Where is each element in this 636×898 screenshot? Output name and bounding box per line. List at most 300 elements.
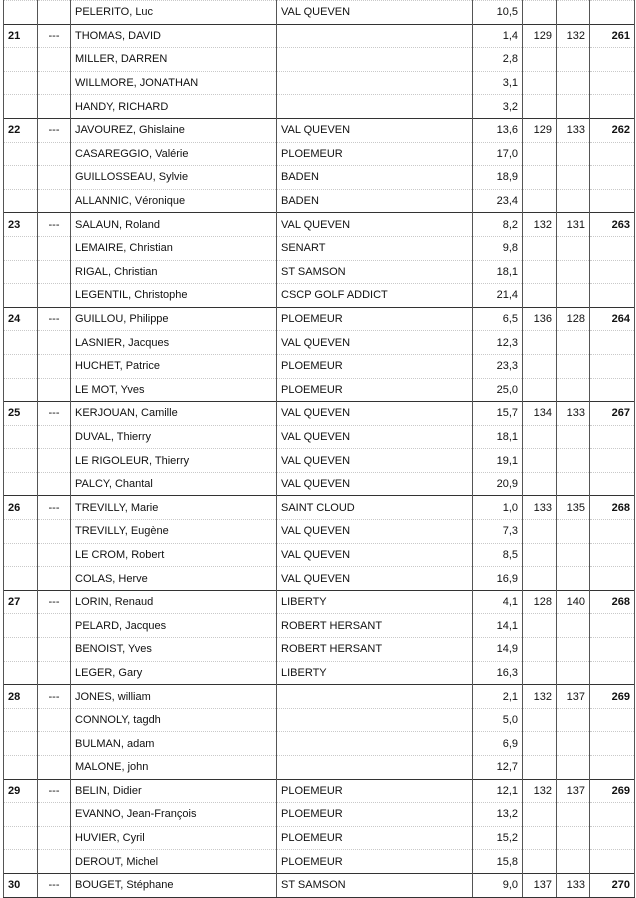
handicap-index-cell: 13,2 [473,803,523,827]
round2-score-cell [557,661,590,685]
player-name-cell: LASNIER, Jacques [71,331,277,355]
status-cell [38,567,71,591]
round1-score-cell [523,95,557,119]
round1-score-cell [523,567,557,591]
rank-cell [4,166,38,190]
table-row [4,638,635,662]
total-score-cell [590,189,635,213]
round2-score-cell [557,331,590,355]
round2-score-cell [557,756,590,780]
total-score-cell: 262 [590,118,635,142]
club-cell: PLOEMEUR [277,826,473,850]
rank-cell [4,236,38,260]
rank-cell [4,826,38,850]
round1-score-cell: 132 [523,685,557,709]
rank-cell [4,449,38,473]
club-cell: PLOEMEUR [277,354,473,378]
club-cell: LIBERTY [277,590,473,614]
total-score-cell: 269 [590,779,635,803]
player-name-cell: TREVILLY, Eugène [71,520,277,544]
table-row [4,142,635,166]
status-cell [38,708,71,732]
round1-score-cell [523,48,557,72]
handicap-index-cell: 23,4 [473,189,523,213]
player-name-cell: ALLANNIC, Véronique [71,189,277,213]
status-cell [38,732,71,756]
table-row [4,425,635,449]
player-name-cell: THOMAS, DAVID [71,24,277,48]
club-cell: VAL QUEVEN [277,472,473,496]
club-cell: VAL QUEVEN [277,543,473,567]
table-row [4,307,635,331]
club-cell: VAL QUEVEN [277,118,473,142]
round2-score-cell [557,71,590,95]
handicap-index-cell: 14,9 [473,638,523,662]
table-row [4,449,635,473]
player-name-cell: CONNOLY, tagdh [71,708,277,732]
status-cell: --- [38,590,71,614]
club-cell: PLOEMEUR [277,850,473,874]
status-cell [38,142,71,166]
round2-score-cell [557,520,590,544]
handicap-index-cell: 10,5 [473,1,523,25]
table-row [4,260,635,284]
round1-score-cell [523,236,557,260]
round2-score-cell: 133 [557,118,590,142]
club-cell: ST SAMSON [277,873,473,897]
status-cell [38,472,71,496]
round2-score-cell [557,567,590,591]
total-score-cell: 269 [590,685,635,709]
round1-score-cell [523,1,557,25]
round1-score-cell [523,331,557,355]
total-score-cell: 270 [590,873,635,897]
round1-score-cell [523,425,557,449]
total-score-cell [590,331,635,355]
rank-cell: 21 [4,24,38,48]
handicap-index-cell: 12,7 [473,756,523,780]
club-cell: ROBERT HERSANT [277,614,473,638]
player-name-cell: BELIN, Didier [71,779,277,803]
player-name-cell: HUCHET, Patrice [71,354,277,378]
status-cell [38,236,71,260]
round1-score-cell [523,543,557,567]
status-cell [38,331,71,355]
player-name-cell: WILLMORE, JONATHAN [71,71,277,95]
status-cell [38,756,71,780]
round2-score-cell [557,826,590,850]
round1-score-cell [523,732,557,756]
handicap-index-cell: 20,9 [473,472,523,496]
table-row [4,685,635,709]
total-score-cell [590,826,635,850]
rank-cell [4,543,38,567]
status-cell [38,638,71,662]
player-name-cell: GUILLOU, Philippe [71,307,277,331]
player-name-cell: KERJOUAN, Camille [71,402,277,426]
table-row [4,520,635,544]
status-cell: --- [38,873,71,897]
total-score-cell [590,48,635,72]
total-score-cell [590,354,635,378]
status-cell: --- [38,24,71,48]
status-cell [38,614,71,638]
table-row [4,779,635,803]
handicap-index-cell: 8,2 [473,213,523,237]
total-score-cell [590,472,635,496]
round2-score-cell: 128 [557,307,590,331]
club-cell [277,48,473,72]
round1-score-cell [523,71,557,95]
club-cell [277,95,473,119]
rank-cell [4,354,38,378]
handicap-index-cell: 1,4 [473,24,523,48]
round2-score-cell: 137 [557,779,590,803]
total-score-cell [590,142,635,166]
player-name-cell: TREVILLY, Marie [71,496,277,520]
player-name-cell: BULMAN, adam [71,732,277,756]
table-row [4,118,635,142]
total-score-cell [590,284,635,308]
round2-score-cell [557,614,590,638]
total-score-cell [590,543,635,567]
status-cell: --- [38,307,71,331]
club-cell [277,71,473,95]
handicap-index-cell: 9,0 [473,873,523,897]
table-row [4,732,635,756]
club-cell: ST SAMSON [277,260,473,284]
round1-score-cell [523,472,557,496]
round1-score-cell: 136 [523,307,557,331]
status-cell [38,378,71,402]
player-name-cell: LORIN, Renaud [71,590,277,614]
player-name-cell: LE RIGOLEUR, Thierry [71,449,277,473]
player-name-cell: JAVOUREZ, Ghislaine [71,118,277,142]
club-cell: PLOEMEUR [277,378,473,402]
rank-cell [4,803,38,827]
club-cell: VAL QUEVEN [277,425,473,449]
handicap-index-cell: 3,2 [473,95,523,119]
rank-cell [4,1,38,25]
club-cell: SAINT CLOUD [277,496,473,520]
rank-cell [4,189,38,213]
table-row [4,873,635,897]
round1-score-cell [523,826,557,850]
round2-score-cell [557,638,590,662]
table-row [4,213,635,237]
table-row [4,378,635,402]
status-cell [38,826,71,850]
player-name-cell: COLAS, Herve [71,567,277,591]
status-cell [38,71,71,95]
round1-score-cell: 128 [523,590,557,614]
handicap-index-cell: 18,1 [473,260,523,284]
round1-score-cell [523,614,557,638]
table-row [4,661,635,685]
status-cell [38,520,71,544]
status-cell [38,661,71,685]
handicap-index-cell: 6,9 [473,732,523,756]
round1-score-cell: 129 [523,118,557,142]
table-row [4,71,635,95]
rank-cell [4,95,38,119]
round1-score-cell [523,354,557,378]
rank-cell: 23 [4,213,38,237]
table-row [4,543,635,567]
handicap-index-cell: 13,6 [473,118,523,142]
rank-cell: 22 [4,118,38,142]
table-row [4,614,635,638]
table-row [4,24,635,48]
round2-score-cell [557,166,590,190]
total-score-cell [590,425,635,449]
rank-cell [4,732,38,756]
club-cell [277,756,473,780]
table-row [4,284,635,308]
club-cell: LIBERTY [277,661,473,685]
round2-score-cell: 137 [557,685,590,709]
round1-score-cell [523,520,557,544]
rank-cell: 30 [4,873,38,897]
round2-score-cell [557,236,590,260]
handicap-index-cell: 5,0 [473,708,523,732]
rank-cell [4,260,38,284]
total-score-cell [590,756,635,780]
rank-cell: 28 [4,685,38,709]
rank-cell [4,48,38,72]
status-cell [38,189,71,213]
status-cell [38,354,71,378]
handicap-index-cell: 12,1 [473,779,523,803]
club-cell: SENART [277,236,473,260]
status-cell [38,260,71,284]
total-score-cell: 261 [590,24,635,48]
table-row [4,472,635,496]
player-name-cell: BENOIST, Yves [71,638,277,662]
handicap-index-cell: 2,1 [473,685,523,709]
round2-score-cell [557,1,590,25]
rank-cell [4,142,38,166]
handicap-index-cell: 4,1 [473,590,523,614]
table-row [4,189,635,213]
player-name-cell: SALAUN, Roland [71,213,277,237]
player-name-cell: MILLER, DARREN [71,48,277,72]
rank-cell [4,661,38,685]
round1-score-cell: 133 [523,496,557,520]
table-row [4,826,635,850]
handicap-index-cell: 8,5 [473,543,523,567]
rank-cell [4,567,38,591]
round2-score-cell [557,543,590,567]
player-name-cell: PALCY, Chantal [71,472,277,496]
handicap-index-cell: 19,1 [473,449,523,473]
player-name-cell: CASAREGGIO, Valérie [71,142,277,166]
round2-score-cell [557,472,590,496]
total-score-cell [590,449,635,473]
status-cell: --- [38,779,71,803]
round2-score-cell [557,732,590,756]
handicap-index-cell: 23,3 [473,354,523,378]
club-cell: VAL QUEVEN [277,449,473,473]
total-score-cell [590,378,635,402]
handicap-index-cell: 17,0 [473,142,523,166]
table-row [4,496,635,520]
handicap-index-cell: 12,3 [473,331,523,355]
player-name-cell: LE CROM, Robert [71,543,277,567]
handicap-index-cell: 9,8 [473,236,523,260]
handicap-index-cell: 3,1 [473,71,523,95]
rank-cell [4,614,38,638]
round2-score-cell: 133 [557,873,590,897]
table-row [4,803,635,827]
table-row [4,402,635,426]
round2-score-cell [557,449,590,473]
status-cell [38,1,71,25]
round2-score-cell: 133 [557,402,590,426]
status-cell [38,543,71,567]
total-score-cell [590,260,635,284]
total-score-cell [590,803,635,827]
round1-score-cell [523,189,557,213]
total-score-cell [590,71,635,95]
status-cell [38,95,71,119]
round2-score-cell [557,189,590,213]
handicap-index-cell: 2,8 [473,48,523,72]
player-name-cell: LEGENTIL, Christophe [71,284,277,308]
total-score-cell [590,567,635,591]
table-row [4,354,635,378]
player-name-cell: DEROUT, Michel [71,850,277,874]
rank-cell [4,472,38,496]
rank-cell: 25 [4,402,38,426]
rank-cell: 24 [4,307,38,331]
status-cell [38,284,71,308]
status-cell: --- [38,118,71,142]
status-cell: --- [38,496,71,520]
handicap-index-cell: 16,3 [473,661,523,685]
club-cell: VAL QUEVEN [277,1,473,25]
round1-score-cell [523,803,557,827]
status-cell: --- [38,213,71,237]
player-name-cell: HUVIER, Cyril [71,826,277,850]
total-score-cell [590,732,635,756]
handicap-index-cell: 15,2 [473,826,523,850]
total-score-cell [590,1,635,25]
handicap-index-cell: 15,7 [473,402,523,426]
rank-cell [4,708,38,732]
round1-score-cell: 132 [523,779,557,803]
round1-score-cell [523,638,557,662]
total-score-cell: 263 [590,213,635,237]
rank-cell [4,756,38,780]
handicap-index-cell: 1,0 [473,496,523,520]
handicap-index-cell: 6,5 [473,307,523,331]
rank-cell: 26 [4,496,38,520]
handicap-index-cell: 18,1 [473,425,523,449]
total-score-cell [590,236,635,260]
rank-cell [4,284,38,308]
status-cell [38,449,71,473]
total-score-cell: 268 [590,590,635,614]
club-cell: VAL QUEVEN [277,213,473,237]
player-name-cell: DUVAL, Thierry [71,425,277,449]
round2-score-cell [557,803,590,827]
status-cell [38,803,71,827]
total-score-cell [590,708,635,732]
round2-score-cell: 132 [557,24,590,48]
round2-score-cell: 131 [557,213,590,237]
round1-score-cell [523,756,557,780]
club-cell [277,685,473,709]
round1-score-cell [523,284,557,308]
round2-score-cell [557,260,590,284]
round2-score-cell [557,48,590,72]
round1-score-cell: 137 [523,873,557,897]
round2-score-cell: 135 [557,496,590,520]
club-cell [277,24,473,48]
round1-score-cell [523,378,557,402]
round1-score-cell [523,142,557,166]
table-row [4,95,635,119]
rank-cell [4,638,38,662]
rank-cell [4,425,38,449]
total-score-cell [590,166,635,190]
club-cell: VAL QUEVEN [277,402,473,426]
table-row [4,166,635,190]
round2-score-cell [557,142,590,166]
table-row [4,236,635,260]
player-name-cell: LEGER, Gary [71,661,277,685]
total-score-cell: 267 [590,402,635,426]
handicap-index-cell: 7,3 [473,520,523,544]
club-cell: BADEN [277,189,473,213]
round1-score-cell: 134 [523,402,557,426]
club-cell [277,708,473,732]
club-cell: CSCP GOLF ADDICT [277,284,473,308]
player-name-cell: JONES, william [71,685,277,709]
round2-score-cell: 140 [557,590,590,614]
round1-score-cell [523,166,557,190]
table-row [4,590,635,614]
rank-cell: 27 [4,590,38,614]
table-row [4,567,635,591]
table-row [4,708,635,732]
handicap-index-cell: 14,1 [473,614,523,638]
total-score-cell: 268 [590,496,635,520]
club-cell: PLOEMEUR [277,142,473,166]
status-cell [38,48,71,72]
total-score-cell [590,638,635,662]
player-name-cell: RIGAL, Christian [71,260,277,284]
status-cell: --- [38,685,71,709]
club-cell [277,732,473,756]
round2-score-cell [557,425,590,449]
rank-cell: 29 [4,779,38,803]
rank-cell [4,520,38,544]
results-body [4,1,635,898]
player-name-cell: MALONE, john [71,756,277,780]
club-cell: PLOEMEUR [277,803,473,827]
rank-cell [4,378,38,402]
handicap-index-cell: 15,8 [473,850,523,874]
total-score-cell: 264 [590,307,635,331]
player-name-cell: LEMAIRE, Christian [71,236,277,260]
club-cell: PLOEMEUR [277,307,473,331]
total-score-cell [590,661,635,685]
status-cell: --- [38,402,71,426]
results-table [3,0,635,898]
round2-score-cell [557,708,590,732]
